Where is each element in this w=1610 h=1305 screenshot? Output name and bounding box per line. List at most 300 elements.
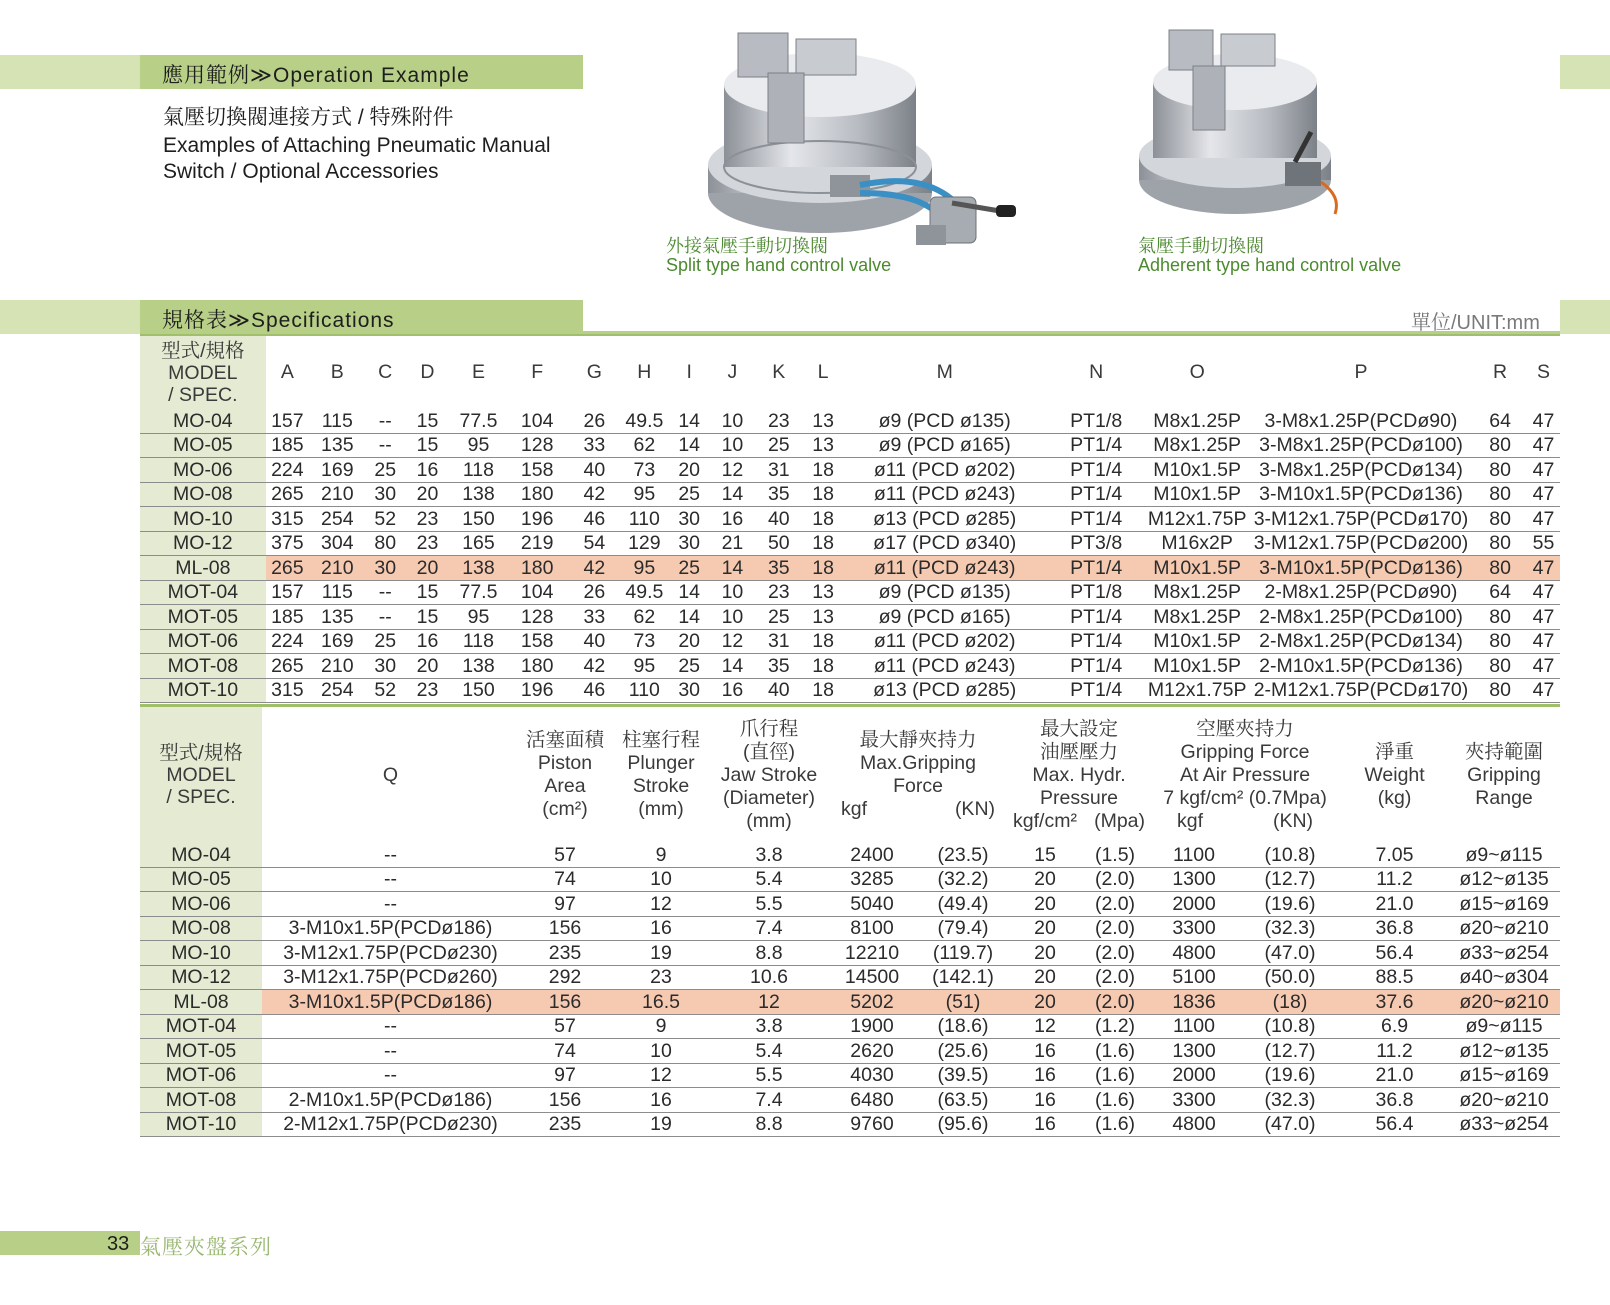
table-row <box>140 531 1560 556</box>
table-cell: 20 <box>1009 867 1081 892</box>
header-line: Range <box>1475 786 1533 809</box>
table-cell: 2620 <box>827 1039 917 1064</box>
header-line: 夾持範圍 <box>1465 740 1544 763</box>
table-cell: 54 <box>568 531 622 556</box>
header-line: 空壓夾持力 <box>1196 717 1294 740</box>
table-cell: PT1/4 <box>1047 629 1146 654</box>
table-cell: PT1/4 <box>1047 458 1146 483</box>
table-cell: ø9~ø115 <box>1448 843 1560 867</box>
header-line: Jaw Stroke <box>720 763 818 786</box>
table-cell: 21.0 <box>1341 892 1448 917</box>
table-cell: (19.6) <box>1239 892 1341 917</box>
header-line: Max. Hydr. <box>1032 763 1126 786</box>
table-cell: 10.6 <box>711 965 827 990</box>
model-cell: MO-04 <box>140 843 262 867</box>
table-cell: 196 <box>507 678 568 703</box>
table-cell: 265 <box>266 654 309 679</box>
table-cell: 20 <box>405 482 450 507</box>
table-cell: (1.5) <box>1081 843 1149 867</box>
col-header: G <box>586 361 602 383</box>
table-cell: 30 <box>668 531 711 556</box>
table-cell: M10x1.5P <box>1146 556 1249 581</box>
table-cell: ø20~ø210 <box>1448 1088 1560 1113</box>
unit-label: 單位/UNIT:mm <box>1411 312 1540 334</box>
table-cell: -- <box>366 605 405 630</box>
table-cell: 1100 <box>1149 1014 1239 1039</box>
table-cell: (2.0) <box>1081 892 1149 917</box>
model-cell: MOT-04 <box>140 580 266 605</box>
table-row <box>140 629 1560 654</box>
table-cell: (2.0) <box>1081 916 1149 941</box>
table-cell: 95 <box>621 482 667 507</box>
header-line: Area <box>544 775 586 797</box>
table-cell: ø12~ø135 <box>1448 867 1560 892</box>
table-cell: ø13 (PCD ø285) <box>843 507 1047 532</box>
table-cell: M10x1.5P <box>1146 629 1249 654</box>
table-cell: 88.5 <box>1341 965 1448 990</box>
table-cell: (32.3) <box>1239 916 1341 941</box>
table-cell: 16 <box>611 916 711 941</box>
table-cell: 55 <box>1527 531 1560 556</box>
table-cell: 30 <box>668 507 711 532</box>
table-cell: 2000 <box>1149 892 1239 917</box>
table-cell: (50.0) <box>1239 965 1341 990</box>
table-cell: (49.4) <box>917 892 1009 917</box>
table-cell: 95 <box>450 433 507 458</box>
table-cell: -- <box>262 1014 519 1039</box>
table-cell: -- <box>262 1063 519 1088</box>
table-cell: 12 <box>611 892 711 917</box>
table-cell: 18 <box>804 629 843 654</box>
header-bar-right <box>1560 55 1610 89</box>
table-cell: 47 <box>1527 507 1560 532</box>
table-cell: ø11 (PCD ø243) <box>843 556 1047 581</box>
table-cell: 18 <box>804 678 843 703</box>
table-cell: 4800 <box>1149 1112 1239 1137</box>
table-cell: 10 <box>711 409 754 433</box>
table-row <box>140 941 1560 966</box>
table-cell: M8x1.25P <box>1146 605 1249 630</box>
table-cell: 12 <box>711 629 754 654</box>
table-cell: ø40~ø304 <box>1448 965 1560 990</box>
table-cell: 80 <box>1473 605 1527 630</box>
table-cell: 14 <box>668 580 711 605</box>
table-cell: 20 <box>668 629 711 654</box>
split-type-chuck-image <box>700 25 1060 260</box>
table-row <box>140 1063 1560 1088</box>
table-cell: 18 <box>804 654 843 679</box>
table-cell: 15 <box>405 409 450 433</box>
col-header: B <box>330 361 344 383</box>
table-cell: ø9~ø115 <box>1448 1014 1560 1039</box>
table-row <box>140 1088 1560 1113</box>
header-line: (直徑) <box>743 740 795 763</box>
table-cell: 80 <box>366 531 405 556</box>
table-cell: 7.05 <box>1341 843 1448 867</box>
table-cell: 4800 <box>1149 941 1239 966</box>
col-header: A <box>280 361 294 383</box>
table-cell: 49.5 <box>621 580 667 605</box>
table-cell: 210 <box>309 556 366 581</box>
table-cell: (47.0) <box>1239 1112 1341 1137</box>
table-cell: (25.6) <box>917 1039 1009 1064</box>
table-cell: 95 <box>621 654 667 679</box>
specifications-header-text: 規格表≫Specifications <box>162 309 395 332</box>
table-cell: 25 <box>668 556 711 581</box>
adherent-valve-caption-en: Adherent type hand control valve <box>1138 255 1402 275</box>
table-cell: 57 <box>519 843 611 867</box>
table-cell: (19.6) <box>1239 1063 1341 1088</box>
table-cell: 47 <box>1527 556 1560 581</box>
unit-mpa: (Mpa) <box>1094 809 1146 832</box>
table-cell: 196 <box>507 507 568 532</box>
spec-header-en: / SPEC. <box>166 786 236 808</box>
col-header: H <box>637 361 652 383</box>
table-cell: M8x1.25P <box>1146 433 1249 458</box>
table-cell: 1300 <box>1149 867 1239 892</box>
table-cell: -- <box>262 843 519 867</box>
col-header: C <box>378 361 393 383</box>
table-cell: (63.5) <box>917 1088 1009 1113</box>
table-cell: 180 <box>507 556 568 581</box>
table-cell: 47 <box>1527 629 1560 654</box>
table-cell: 15 <box>405 580 450 605</box>
table-cell: 47 <box>1527 433 1560 458</box>
unit-kgf-cm2: kgf/cm² <box>1013 809 1077 832</box>
table-cell: 2-M8x1.25P(PCDø90) <box>1249 580 1474 605</box>
table-cell: 118 <box>450 629 507 654</box>
model-cell: MOT-06 <box>140 629 266 654</box>
model-cell: MOT-08 <box>140 654 266 679</box>
table-cell: 7.4 <box>711 1088 827 1113</box>
table-cell: 2-M12x1.75P(PCDø230) <box>262 1112 519 1137</box>
table-cell: (18.6) <box>917 1014 1009 1039</box>
table-cell: 13 <box>804 605 843 630</box>
table-cell: (2.0) <box>1081 965 1149 990</box>
table-cell: (95.6) <box>917 1112 1009 1137</box>
table-cell: 315 <box>266 678 309 703</box>
table-cell: 10 <box>711 580 754 605</box>
table-cell: 35 <box>754 654 803 679</box>
table-cell: 3285 <box>827 867 917 892</box>
model-spec-header <box>140 336 266 409</box>
table-cell: 2-M10x1.5P(PCDø186) <box>262 1088 519 1113</box>
table-cell: 80 <box>1473 556 1527 581</box>
table-cell: 47 <box>1527 654 1560 679</box>
table-cell: 80 <box>1473 458 1527 483</box>
table-cell: 10 <box>711 605 754 630</box>
table-cell: 18 <box>804 507 843 532</box>
table-cell: 20 <box>1009 916 1081 941</box>
table-cell: 42 <box>568 556 622 581</box>
col-header: P <box>1354 361 1368 383</box>
table-row <box>140 580 1560 605</box>
table-row <box>140 843 1560 867</box>
spec-bar-right <box>1560 300 1610 334</box>
model-cell: MO-05 <box>140 433 266 458</box>
table-cell: (32.2) <box>917 867 1009 892</box>
table-cell: 77.5 <box>450 409 507 433</box>
header-line: 爪行程 <box>739 717 799 740</box>
table-cell: 80 <box>1473 433 1527 458</box>
table-cell: 315 <box>266 507 309 532</box>
table-cell: 95 <box>621 556 667 581</box>
table-cell: 26 <box>568 580 622 605</box>
table-cell: ø33~ø254 <box>1448 1112 1560 1137</box>
q-header: Q <box>382 763 399 786</box>
split-valve-caption-en: Split type hand control valve <box>666 255 892 275</box>
table-cell: 23 <box>405 678 450 703</box>
table-cell: ø11 (PCD ø202) <box>843 458 1047 483</box>
header-line: 柱塞行程 <box>621 729 700 751</box>
table-cell: 8.8 <box>711 941 827 966</box>
table-cell: M10x1.5P <box>1146 482 1249 507</box>
table-cell: 64 <box>1473 409 1527 433</box>
spec-header-en: / SPEC. <box>168 383 238 406</box>
table-cell: 80 <box>1473 482 1527 507</box>
table-cell: 47 <box>1527 458 1560 483</box>
table-cell: 3.8 <box>711 1014 827 1039</box>
table-row <box>140 990 1560 1015</box>
table-cell: 52 <box>366 678 405 703</box>
table-cell: 210 <box>309 654 366 679</box>
table-cell: PT1/8 <box>1047 580 1146 605</box>
table-cell: (1.6) <box>1081 1039 1149 1064</box>
table-cell: PT1/4 <box>1047 605 1146 630</box>
model-cell: MOT-10 <box>140 1112 262 1137</box>
model-cell: MO-08 <box>140 482 266 507</box>
model-header-zh: 型式/規格 <box>159 742 243 764</box>
table-cell: 3-M10x1.5P(PCDø136) <box>1249 482 1474 507</box>
col-header: M <box>936 361 953 383</box>
table-row <box>140 605 1560 630</box>
table-cell: 13 <box>804 580 843 605</box>
table-cell: 64 <box>1473 580 1527 605</box>
table-cell: PT1/8 <box>1047 409 1146 433</box>
table-cell: 129 <box>621 531 667 556</box>
table-cell: (142.1) <box>917 965 1009 990</box>
table-cell: 292 <box>519 965 611 990</box>
table-cell: (12.7) <box>1239 867 1341 892</box>
table-cell: -- <box>366 409 405 433</box>
table-cell: 185 <box>266 605 309 630</box>
table-cell: 21.0 <box>1341 1063 1448 1088</box>
model-cell: MO-10 <box>140 941 262 966</box>
table-cell: 62 <box>621 605 667 630</box>
table-cell: 1300 <box>1149 1039 1239 1064</box>
table-cell: 5.4 <box>711 867 827 892</box>
table-cell: 42 <box>568 482 622 507</box>
table-cell: 150 <box>450 678 507 703</box>
table-row <box>140 1039 1560 1064</box>
table-cell: ø9 (PCD ø165) <box>843 433 1047 458</box>
table-cell: 25 <box>754 605 803 630</box>
table-cell: 16 <box>1009 1063 1081 1088</box>
table-cell: 12 <box>711 990 827 1015</box>
model-cell: MO-06 <box>140 892 262 917</box>
model-cell: MOT-05 <box>140 1039 262 1064</box>
col-header: F <box>531 361 544 383</box>
table-cell: (10.8) <box>1239 843 1341 867</box>
table-cell: 15 <box>405 605 450 630</box>
table-cell: 49.5 <box>621 409 667 433</box>
table-cell: 14 <box>711 482 754 507</box>
table-cell: 115 <box>309 409 366 433</box>
table-cell: 8100 <box>827 916 917 941</box>
table-cell: 40 <box>568 458 622 483</box>
table-cell: ø9 (PCD ø135) <box>843 580 1047 605</box>
header-line: 淨重 <box>1375 740 1415 763</box>
header-line: Pressure <box>1040 786 1119 809</box>
table-cell: 23 <box>405 507 450 532</box>
table-cell: 16 <box>405 458 450 483</box>
series-name: 氣壓夾盤系列 <box>140 1236 272 1259</box>
performance-table <box>140 707 1560 1137</box>
table-cell: 46 <box>568 678 622 703</box>
model-cell: MO-06 <box>140 458 266 483</box>
table-cell: 30 <box>668 678 711 703</box>
table-cell: PT3/8 <box>1047 531 1146 556</box>
table-cell: 3-M10x1.5P(PCDø186) <box>262 916 519 941</box>
header-line: (kg) <box>1377 786 1412 809</box>
table-cell: 25 <box>754 433 803 458</box>
table-cell: PT1/4 <box>1047 654 1146 679</box>
header-line: At Air Pressure <box>1180 763 1311 786</box>
table-cell: 5.5 <box>711 892 827 917</box>
table-cell: 25 <box>668 482 711 507</box>
table-cell: 36.8 <box>1341 1088 1448 1113</box>
table-cell: 224 <box>266 458 309 483</box>
table-cell: 14 <box>711 556 754 581</box>
table-row <box>140 965 1560 990</box>
table-cell: 304 <box>309 531 366 556</box>
table-cell: 16.5 <box>611 990 711 1015</box>
table-cell: (23.5) <box>917 843 1009 867</box>
table-cell: 12 <box>1009 1014 1081 1039</box>
table-cell: 16 <box>1009 1088 1081 1113</box>
table-cell: 18 <box>804 556 843 581</box>
header-line: (Diameter) <box>722 786 816 809</box>
table-cell: 12210 <box>827 941 917 966</box>
table-cell: ø11 (PCD ø243) <box>843 482 1047 507</box>
specifications-header <box>140 300 583 334</box>
table-cell: 25 <box>668 654 711 679</box>
table-cell: 26 <box>568 409 622 433</box>
table-cell: (2.0) <box>1081 990 1149 1015</box>
table-cell: 128 <box>507 433 568 458</box>
header-line: Force <box>893 775 943 797</box>
table-cell: 40 <box>754 507 803 532</box>
table-cell: 57 <box>519 1014 611 1039</box>
table-cell: 169 <box>309 458 366 483</box>
table-cell: 10 <box>711 433 754 458</box>
table-cell: 254 <box>309 678 366 703</box>
table-cell: ø15~ø169 <box>1448 892 1560 917</box>
table-cell: PT1/4 <box>1047 433 1146 458</box>
table-cell: ø11 (PCD ø243) <box>843 654 1047 679</box>
col-header: N <box>1089 361 1104 383</box>
table-cell: 5100 <box>1149 965 1239 990</box>
table-cell: 265 <box>266 482 309 507</box>
table-cell: 47 <box>1527 605 1560 630</box>
table-cell: 210 <box>309 482 366 507</box>
table-row <box>140 433 1560 458</box>
table-cell: 80 <box>1473 654 1527 679</box>
table-cell: 2-M8x1.25P(PCDø134) <box>1249 629 1474 654</box>
table-cell: -- <box>366 580 405 605</box>
table-cell: 31 <box>754 629 803 654</box>
header-line: Weight <box>1364 763 1425 786</box>
col-header: S <box>1536 361 1550 383</box>
table-cell: 16 <box>611 1088 711 1113</box>
table-cell: 6.9 <box>1341 1014 1448 1039</box>
model-header-en: MODEL <box>166 764 236 786</box>
table-cell: 3-M8x1.25P(PCDø100) <box>1249 433 1474 458</box>
table-cell: 20 <box>405 654 450 679</box>
table-cell: 14500 <box>827 965 917 990</box>
table-cell: ø15~ø169 <box>1448 1063 1560 1088</box>
model-cell: MOT-04 <box>140 1014 262 1039</box>
table-cell: 11.2 <box>1341 1039 1448 1064</box>
table-cell: 157 <box>266 580 309 605</box>
table-row <box>140 556 1560 581</box>
plunger-stroke-header <box>611 707 711 843</box>
table-cell: 3-M10x1.5P(PCDø136) <box>1249 556 1474 581</box>
table-cell: 19 <box>611 941 711 966</box>
header-line: (mm) <box>638 798 684 820</box>
dimension-table <box>140 336 1560 703</box>
table-cell: 185 <box>266 433 309 458</box>
table-cell: 156 <box>519 990 611 1015</box>
model-cell: ML-08 <box>140 556 266 581</box>
table-cell: 13 <box>804 409 843 433</box>
table-cell: 20 <box>1009 965 1081 990</box>
table-cell: (39.5) <box>917 1063 1009 1088</box>
table-cell: (51) <box>917 990 1009 1015</box>
table-row <box>140 409 1560 433</box>
table-cell: ø9 (PCD ø135) <box>843 409 1047 433</box>
header-line: 最大設定 <box>1040 717 1119 740</box>
table-cell: ø13 (PCD ø285) <box>843 678 1047 703</box>
model-cell: MO-04 <box>140 409 266 433</box>
adherent-type-chuck-image <box>1135 22 1345 222</box>
adherent-valve-caption-zh: 氣壓手動切換閥 <box>1138 236 1264 256</box>
max-gripping-force-header <box>827 707 1009 843</box>
table-cell: PT1/4 <box>1047 507 1146 532</box>
table-cell: 23 <box>405 531 450 556</box>
model-cell: MOT-08 <box>140 1088 262 1113</box>
col-header: O <box>1189 361 1205 383</box>
table-cell: 77.5 <box>450 580 507 605</box>
table-cell: 74 <box>519 1039 611 1064</box>
table-cell: 2000 <box>1149 1063 1239 1088</box>
table-cell: 9760 <box>827 1112 917 1137</box>
table-cell: 14 <box>668 605 711 630</box>
model-spec-header-2 <box>140 707 262 843</box>
gripping-range-header <box>1448 707 1560 843</box>
table-cell: ø33~ø254 <box>1448 941 1560 966</box>
table-cell: 2400 <box>827 843 917 867</box>
table-cell: 30 <box>366 654 405 679</box>
table-cell: 165 <box>450 531 507 556</box>
table-cell: 3-M8x1.25P(PCDø90) <box>1249 409 1474 433</box>
table-cell: 47 <box>1527 580 1560 605</box>
table-cell: M8x1.25P <box>1146 409 1249 433</box>
table-cell: 20 <box>1009 892 1081 917</box>
table-cell: ø12~ø135 <box>1448 1039 1560 1064</box>
table-cell: 62 <box>621 433 667 458</box>
col-header: L <box>817 361 829 383</box>
